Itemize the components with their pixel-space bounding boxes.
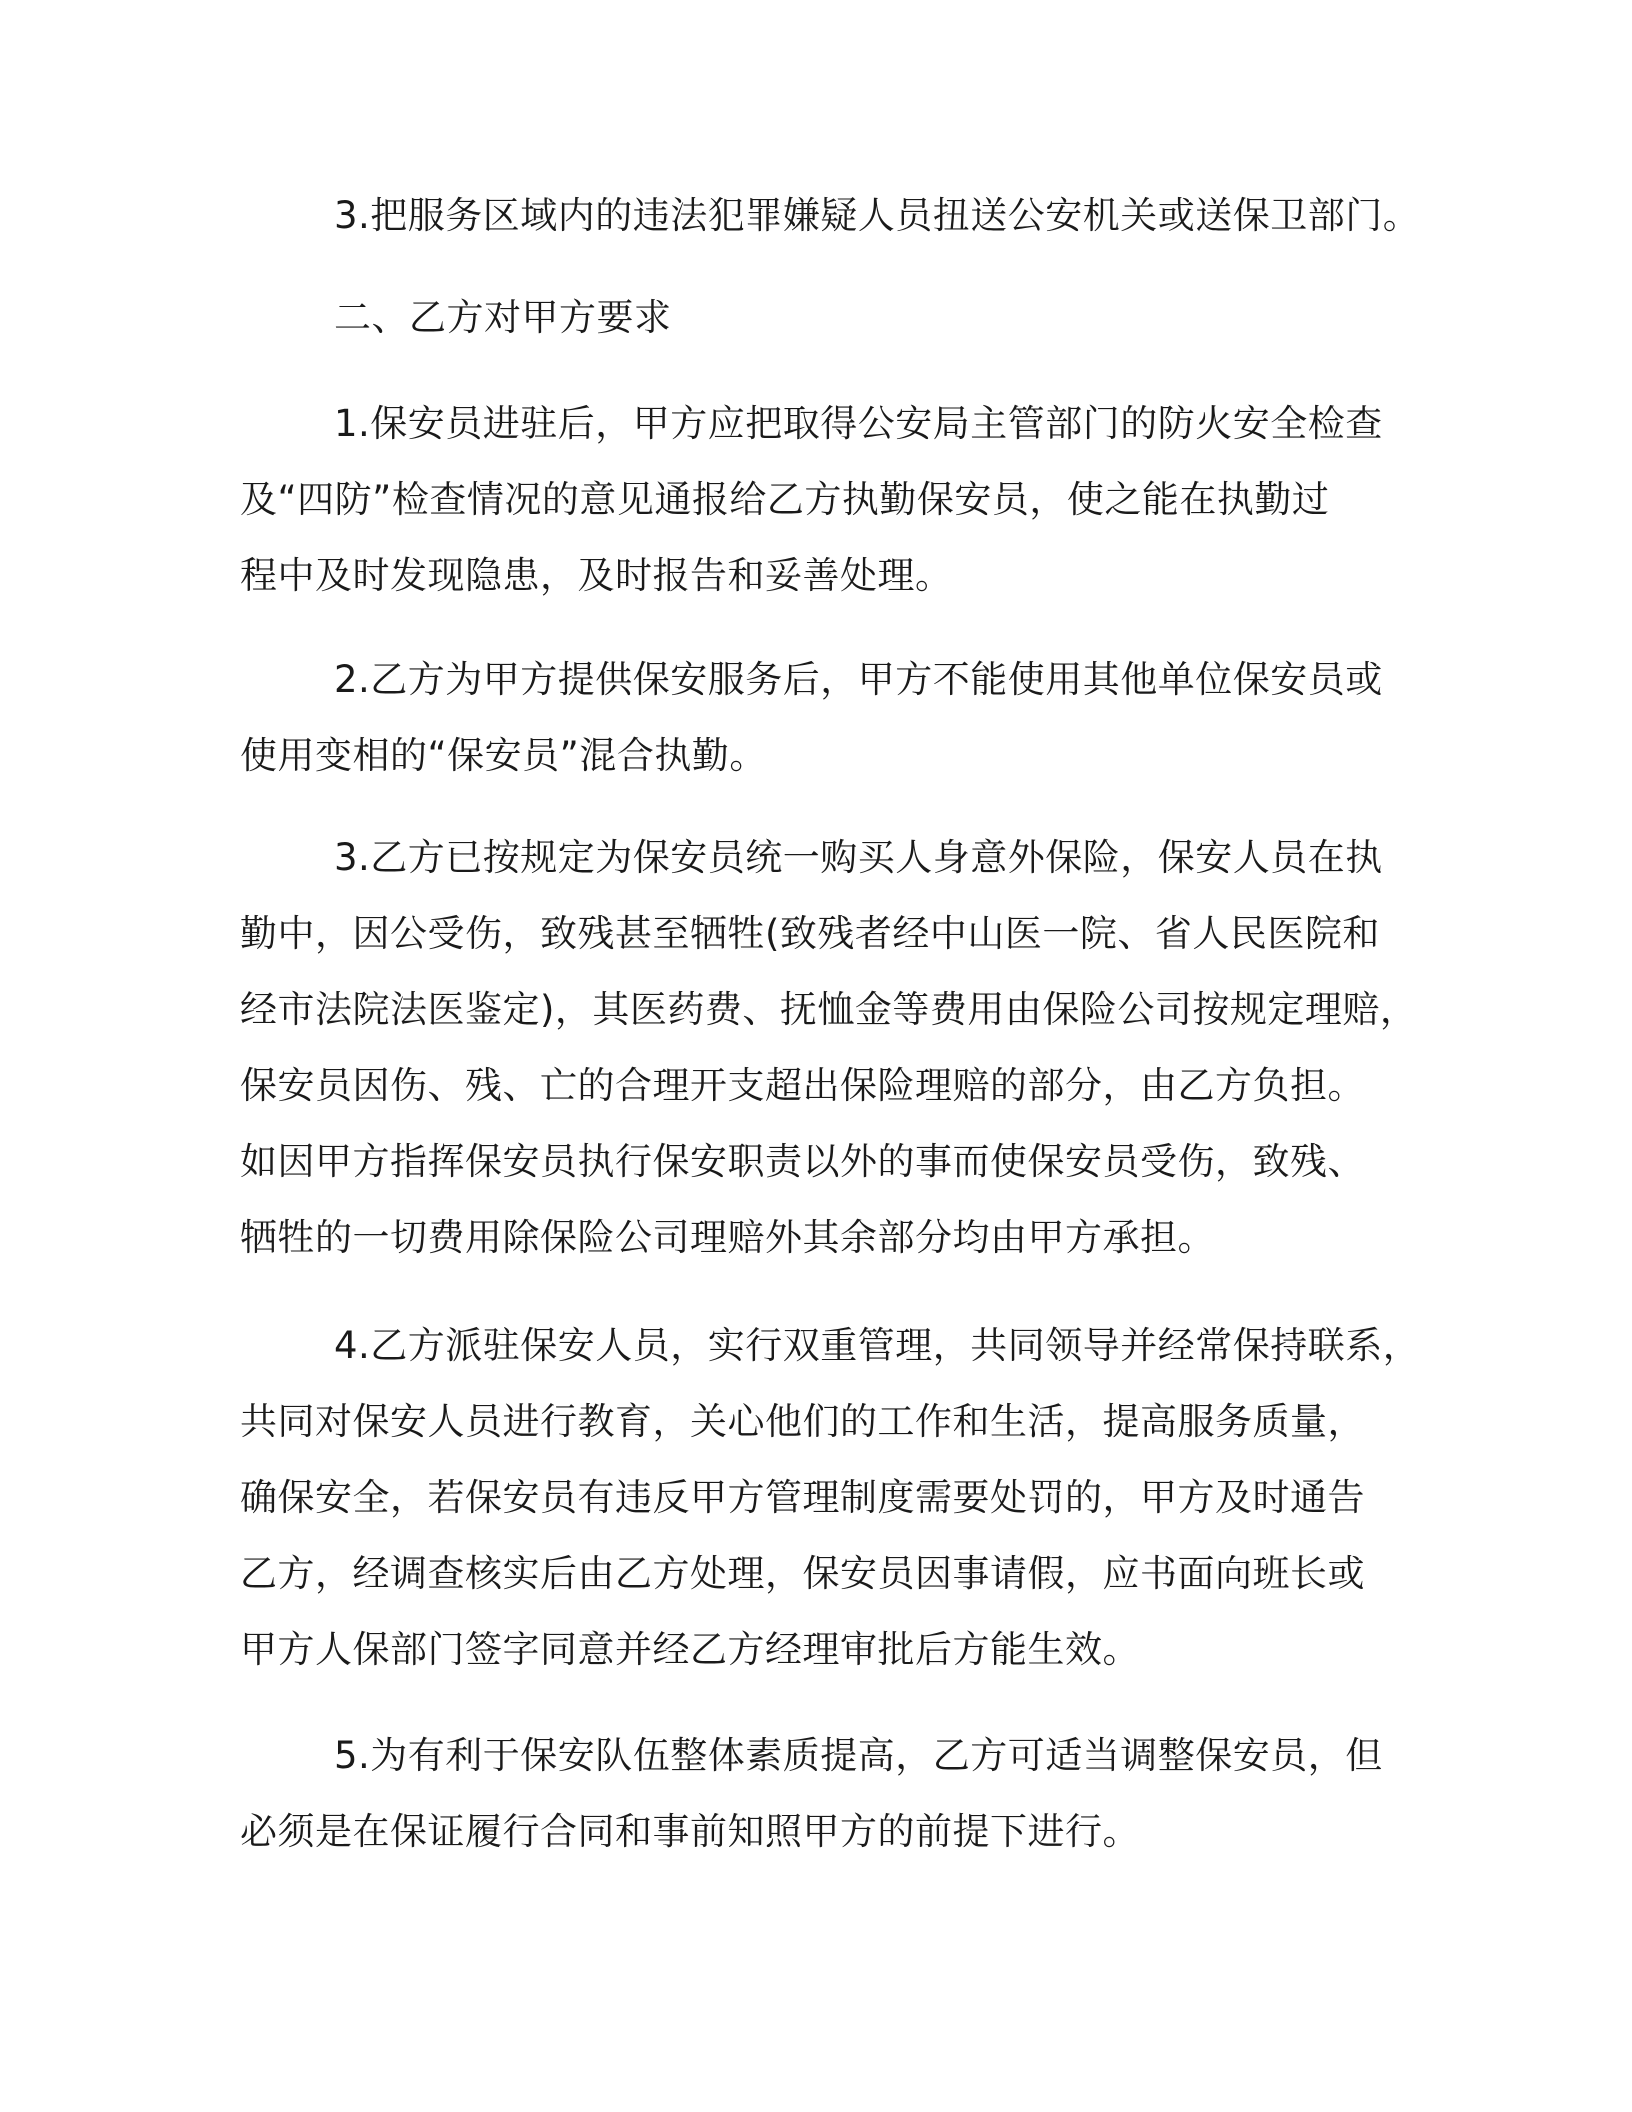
text-line: 牺牲的一切费用除保险公司理赔外其余部分均由甲方承担。: [240, 1216, 1215, 1259]
text-line: 使用变相的“保安员”混合执勤。: [240, 734, 767, 777]
paragraph-requirement-4: [240, 1308, 1421, 1688]
text-line: 及“四防”检查情况的意见通报给乙方执勤保安员，使之能在执勤过: [240, 478, 1330, 521]
section-heading-text: 二、乙方对甲方要求: [334, 296, 672, 339]
text-line: 4.乙方派驻保安人员，实行双重管理，共同领导并经常保持联系，: [334, 1324, 1421, 1367]
text-line: 2.乙方为甲方提供保安服务后，甲方不能使用其他单位保安员或: [334, 658, 1383, 701]
text-line: 1.保安员进驻后，甲方应把取得公安局主管部门的防火安全检查: [334, 402, 1383, 445]
paragraph-item-3-escort: [240, 178, 1421, 254]
text-line: 共同对保安人员进行教育，关心他们的工作和生活，提高服务质量，: [240, 1400, 1365, 1443]
text-line: 必须是在保证履行合同和事前知照甲方的前提下进行。: [240, 1810, 1140, 1853]
paragraph-requirement-1: [240, 386, 1410, 614]
text-line: 勤中，因公受伤，致残甚至牺牲(致残者经中山医一院、省人民医院和: [240, 912, 1380, 955]
text-line: 乙方，经调查核实后由乙方处理，保安员因事请假，应书面向班长或: [240, 1552, 1365, 1595]
section-heading: [240, 280, 1410, 356]
text-line: 经市法院法医鉴定)，其医药费、抚恤金等费用由保险公司按规定理赔，: [240, 988, 1418, 1031]
text-line: 程中及时发现隐患，及时报告和妥善处理。: [240, 554, 953, 597]
paragraph-requirement-3: [240, 820, 1418, 1276]
text-line: 如因甲方指挥保安员执行保安职责以外的事而使保安员受伤，致残、: [240, 1140, 1365, 1183]
text-line: 3.乙方已按规定为保安员统一购买人身意外保险，保安人员在执: [334, 836, 1383, 879]
text-line: 3.把服务区域内的违法犯罪嫌疑人员扭送公安机关或送保卫部门。: [334, 194, 1421, 237]
text-line: 5.为有利于保安队伍整体素质提高，乙方可适当调整保安员，但: [334, 1734, 1383, 1777]
text-line: 保安员因伤、残、亡的合理开支超出保险理赔的部分，由乙方负担。: [240, 1064, 1365, 1107]
text-line: 甲方人保部门签字同意并经乙方经理审批后方能生效。: [240, 1628, 1140, 1671]
paragraph-requirement-2: [240, 642, 1410, 794]
paragraph-requirement-5: [240, 1718, 1410, 1870]
text-line: 确保安全，若保安员有违反甲方管理制度需要处罚的，甲方及时通告: [240, 1476, 1365, 1519]
